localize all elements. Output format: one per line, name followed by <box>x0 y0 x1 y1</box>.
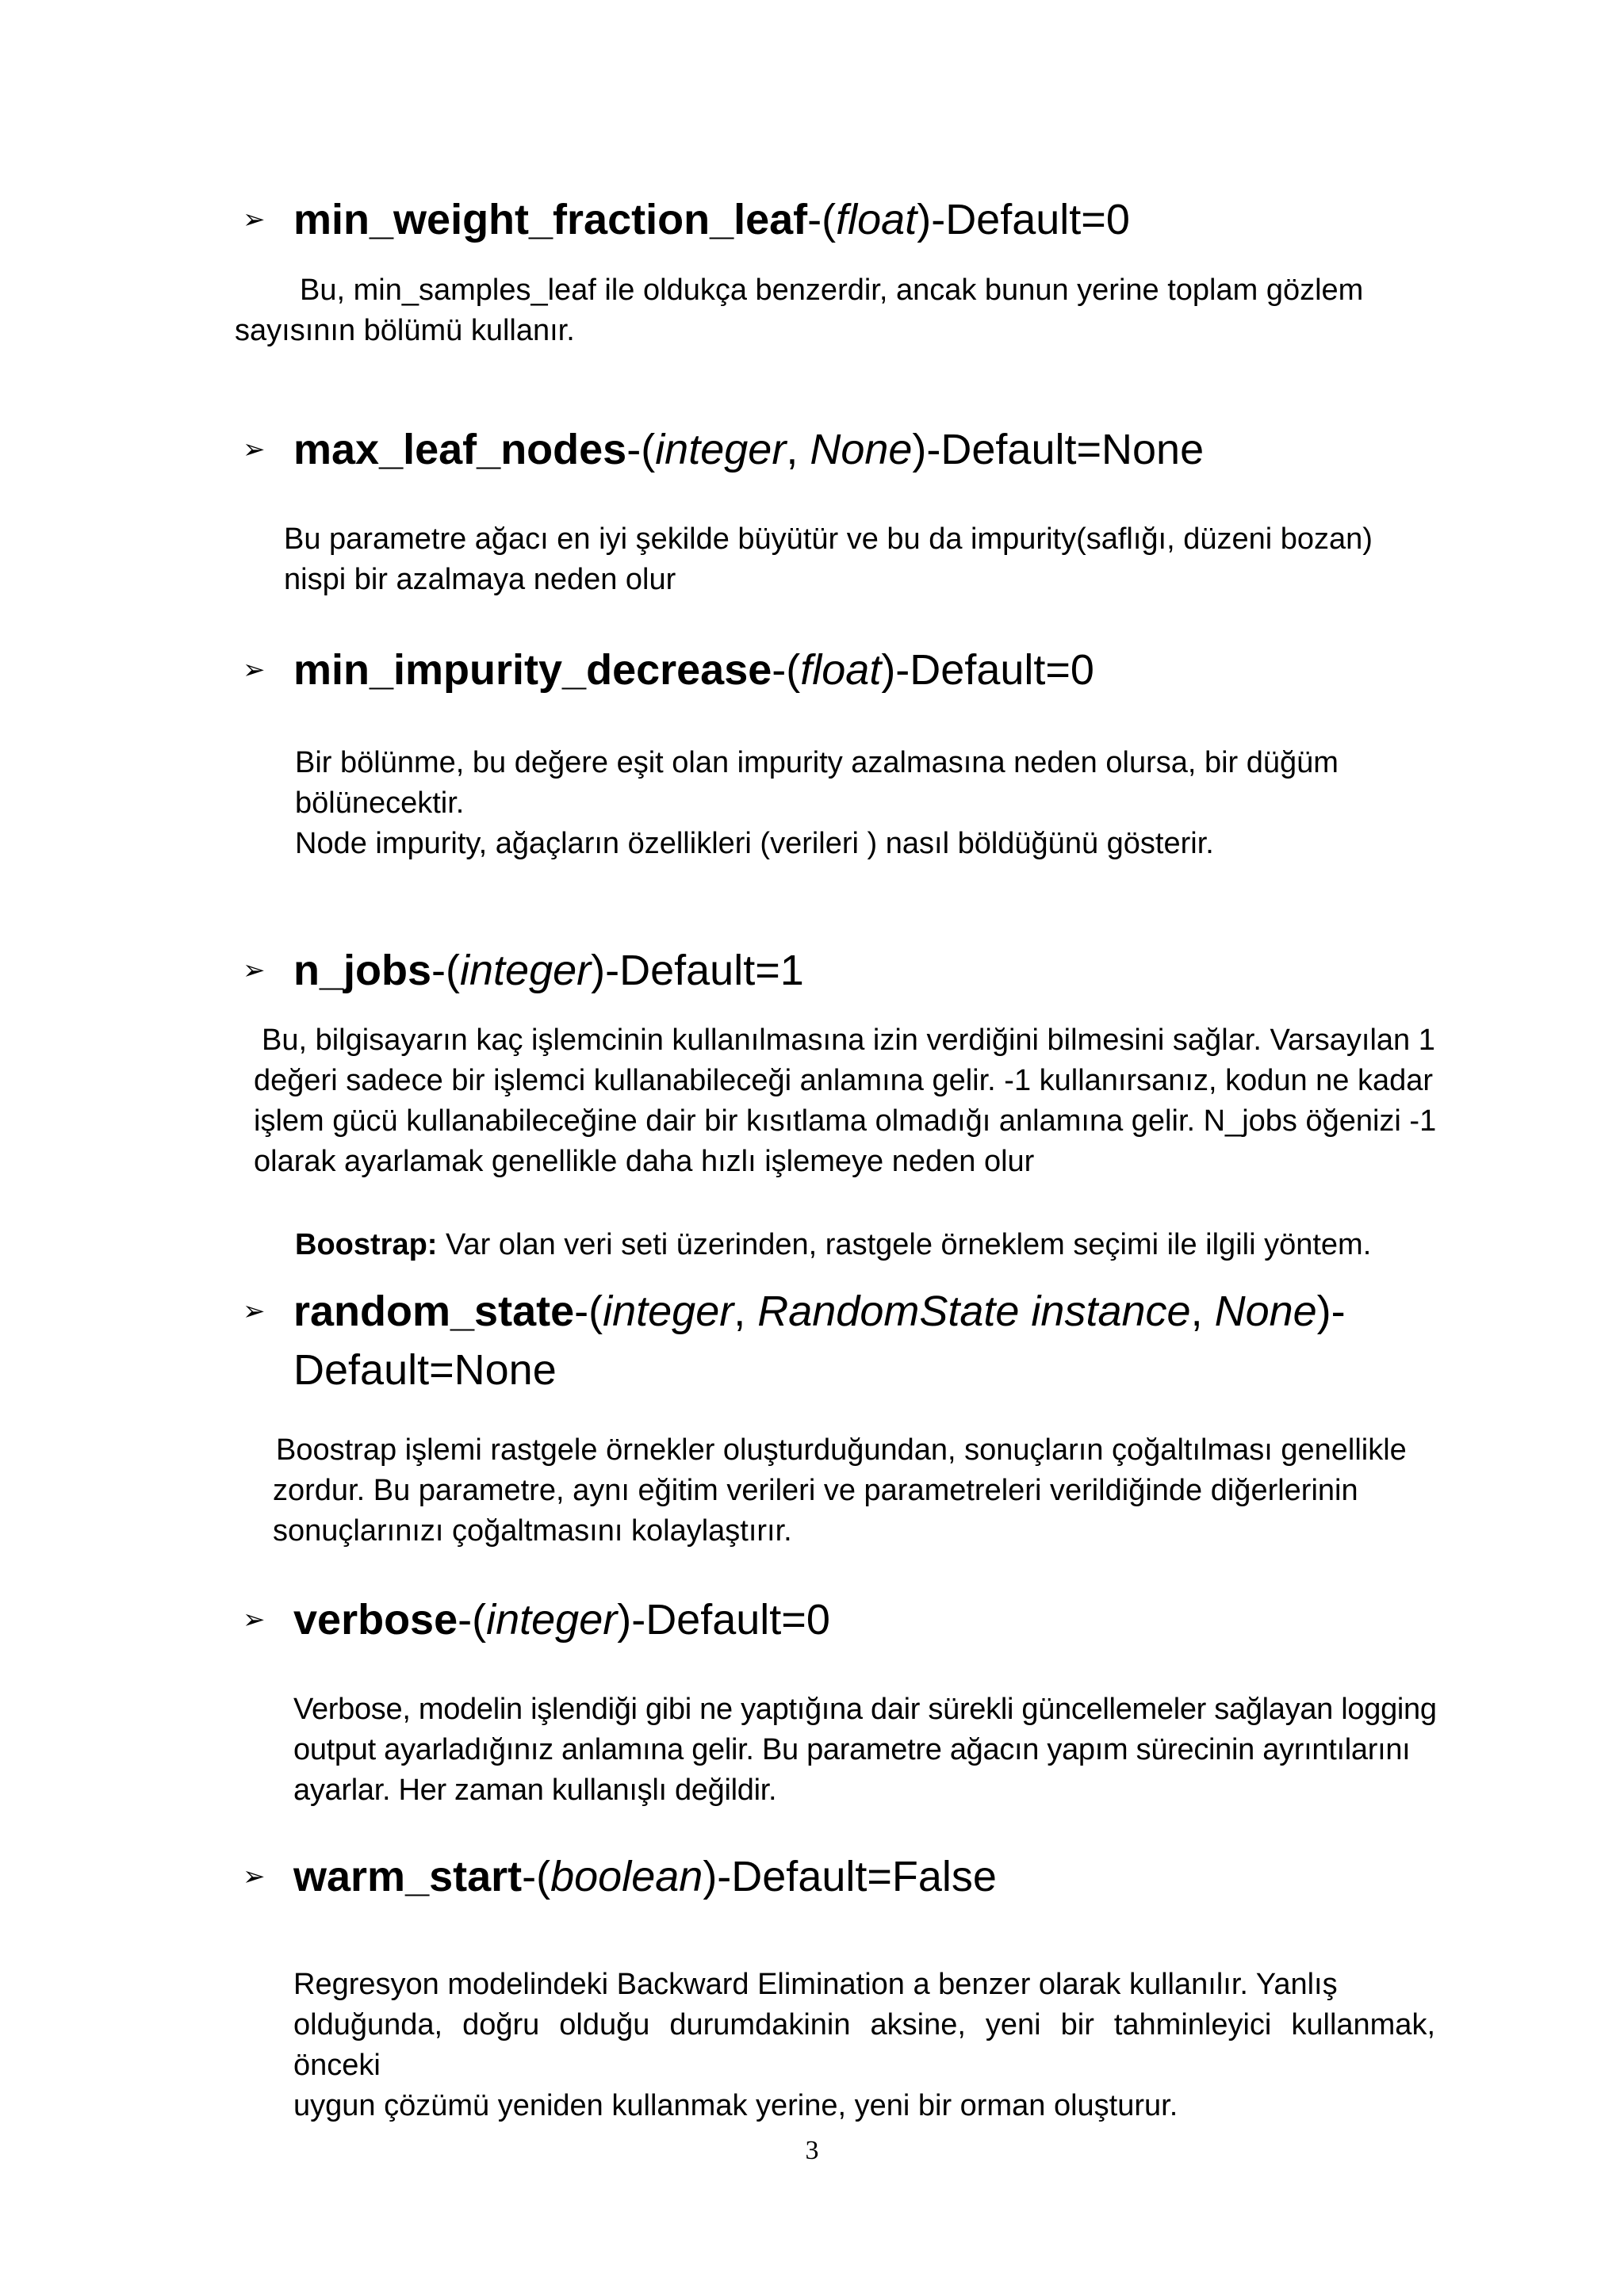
arrow-bullet-icon: ➢ <box>243 1861 266 1892</box>
param-type: integer <box>655 426 787 473</box>
param-name: verbose <box>293 1596 458 1644</box>
param-description: Verbose, modelin işlendiği gibi ne yaptığına dair sürekli güncellemeler sağlayan logging output ayarladığınız anlamına gelir. Bu parametre ağacın yapım sürecinin ayrıntılarını ayarlar. Her zaman kullanışlı değildir. <box>293 1693 1437 1807</box>
param-default: Default=None <box>293 1346 557 1394</box>
arrow-bullet-icon: ➢ <box>243 1295 266 1327</box>
boostrap-definition: Var olan veri seti üzerinden, rastgele örneklem seçimi ile ilgili yöntem. <box>437 1228 1372 1261</box>
param-default: Default=0 <box>645 1596 830 1644</box>
param-default: Default=None <box>940 426 1205 473</box>
param-type: integer <box>460 947 592 994</box>
param-heading: ➢ min_weight_fraction_leaf-(float)-Default=0 <box>243 190 1505 249</box>
param-default: Default=0 <box>945 196 1130 243</box>
param-name: min_weight_fraction_leaf <box>293 196 808 243</box>
arrow-bullet-icon: ➢ <box>243 434 266 465</box>
param-description: Boostrap işlemi rastgele örnekler oluşturduğundan, sonuçların çoğaltılması genellikle zordur. Bu parametre, aynı eğitim verileri ve parametreleri verildiğinde diğerlerinin sonuçlarınızı çoğaltmasını kolaylaştırır. <box>273 1433 1407 1548</box>
param-name: random_state <box>293 1288 575 1335</box>
param-heading: ➢ max_leaf_nodes-(integer, None)-Default=None <box>243 420 1505 479</box>
boostrap-note <box>295 1225 1484 1265</box>
param-heading: ➢ min_impurity_decrease-(float)-Default=0 <box>243 641 1505 699</box>
arrow-bullet-icon: ➢ <box>243 204 266 235</box>
param-type: boolean <box>550 1853 703 1900</box>
param-default: Default=False <box>731 1853 997 1900</box>
param-name: max_leaf_nodes <box>293 426 627 473</box>
param-type: None <box>1214 1288 1317 1335</box>
param-heading: ➢ warm_start-(boolean)-Default=False <box>243 1847 1505 1906</box>
param-description: Bu, bilgisayarın kaç işlemcinin kullanılmasına izin verdiğini bilmesini sağlar. Varsayılan 1 değeri sadece bir işlemci kullanabileceği anlamına gelir. -1 kullanırsanız, kodun ne kadar işlem gücü kullanabileceğine dair bir kısıtlama olmadığı anlamına gelir. N_jobs öğenizi -1 olarak ayarlamak genellikle daha hızlı işlemeye neden olur <box>254 1024 1437 1178</box>
boostrap-term: Boostrap: <box>295 1228 438 1261</box>
param-description: Regresyon modelindeki Backward Elimination a benzer olarak kullanılır. Yanlış olduğunda, doğru olduğu durumdakinin aksine, yeni bir tahminleyici kullanmak, önceki uygun çözümü yeniden kullanmak yerine, yeni bir orman oluşturur. <box>293 1968 1435 2122</box>
arrow-bullet-icon: ➢ <box>243 955 266 986</box>
param-description: Bir bölünme, bu değere eşit olan impurity azalmasına neden olursa, bir düğüm bölünecektir. Node impurity, ağaçların özellikleri (verileri ) nasıl böldüğünü gösterir. <box>295 746 1339 860</box>
arrow-bullet-icon: ➢ <box>243 1604 266 1636</box>
param-heading: ➢ random_state-(integer, RandomState instance, None)-Default=None <box>243 1282 1465 1399</box>
param-type: float <box>836 196 917 243</box>
page-number: 3 <box>805 2136 819 2165</box>
param-type: integer <box>603 1288 734 1335</box>
param-type: integer <box>486 1596 618 1644</box>
param-name: min_impurity_decrease <box>293 646 772 694</box>
param-heading: ➢ n_jobs-(integer)-Default=1 <box>243 941 1505 1000</box>
param-name: n_jobs <box>293 947 432 994</box>
param-default: Default=1 <box>619 947 804 994</box>
param-name: warm_start <box>293 1853 523 1900</box>
param-description: Bu parametre ağacı en iyi şekilde büyütür ve bu da impurity(saflığı, düzeni bozan) nispi bir azalmaya neden olur <box>284 522 1373 596</box>
arrow-bullet-icon: ➢ <box>243 654 266 686</box>
param-type: RandomState instance <box>757 1288 1191 1335</box>
param-default: Default=0 <box>910 646 1094 694</box>
param-type: None <box>810 426 913 473</box>
param-type: float <box>800 646 882 694</box>
param-description: Bu, min_samples_leaf ile oldukça benzerdir, ancak bunun yerine toplam gözlem sayısının bölümü kullanır. <box>235 274 1364 347</box>
param-heading: ➢ verbose-(integer)-Default=0 <box>243 1590 1505 1649</box>
